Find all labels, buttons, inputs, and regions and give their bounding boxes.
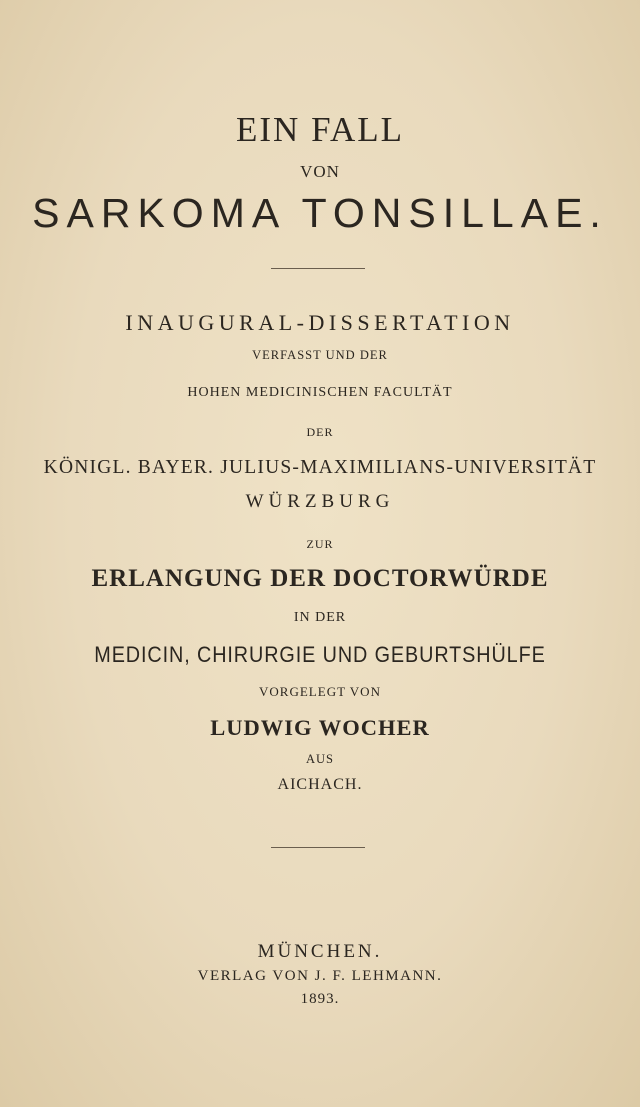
von-line: VON: [300, 162, 340, 181]
city-line: WÜRZBURG: [245, 491, 395, 512]
author-name: LUDWIG WOCHER: [210, 715, 430, 740]
fields-line: MEDICIN, CHIRURGIE UND GEBURTSHÜLFE: [94, 642, 546, 667]
verfasst-line: VERFASST UND DER: [252, 348, 388, 362]
zur-line: ZUR: [306, 537, 334, 551]
divider-rule-top: [271, 268, 365, 269]
faculty-line: HOHEN MEDICINISCHEN FACULTÄT: [187, 385, 453, 400]
divider-rule-bottom: [271, 847, 365, 848]
title-line: EIN FALL: [236, 110, 404, 149]
subject-title: SARKOMA TONSILLAE.: [32, 190, 608, 236]
in-der-line: IN DER: [293, 610, 347, 625]
purpose-line: ERLANGUNG DER DOCTORWÜRDE: [91, 565, 549, 592]
university-line: KÖNIGL. BAYER. JULIUS-MAXIMILIANS-UNIVERSITÄT: [43, 457, 597, 478]
publisher-line: VERLAG VON J. F. LEHMANN.: [197, 968, 443, 984]
publication-year: 1893.: [300, 991, 340, 1007]
dissertation-type: INAUGURAL-DISSERTATION: [125, 310, 515, 335]
vorgelegt-line: VORGELEGT VON: [259, 684, 381, 699]
publication-city: MÜNCHEN.: [257, 941, 383, 962]
aus-line: AUS: [305, 752, 334, 766]
hometown-line: AICHACH.: [277, 776, 363, 793]
der-line: DER: [306, 425, 334, 439]
